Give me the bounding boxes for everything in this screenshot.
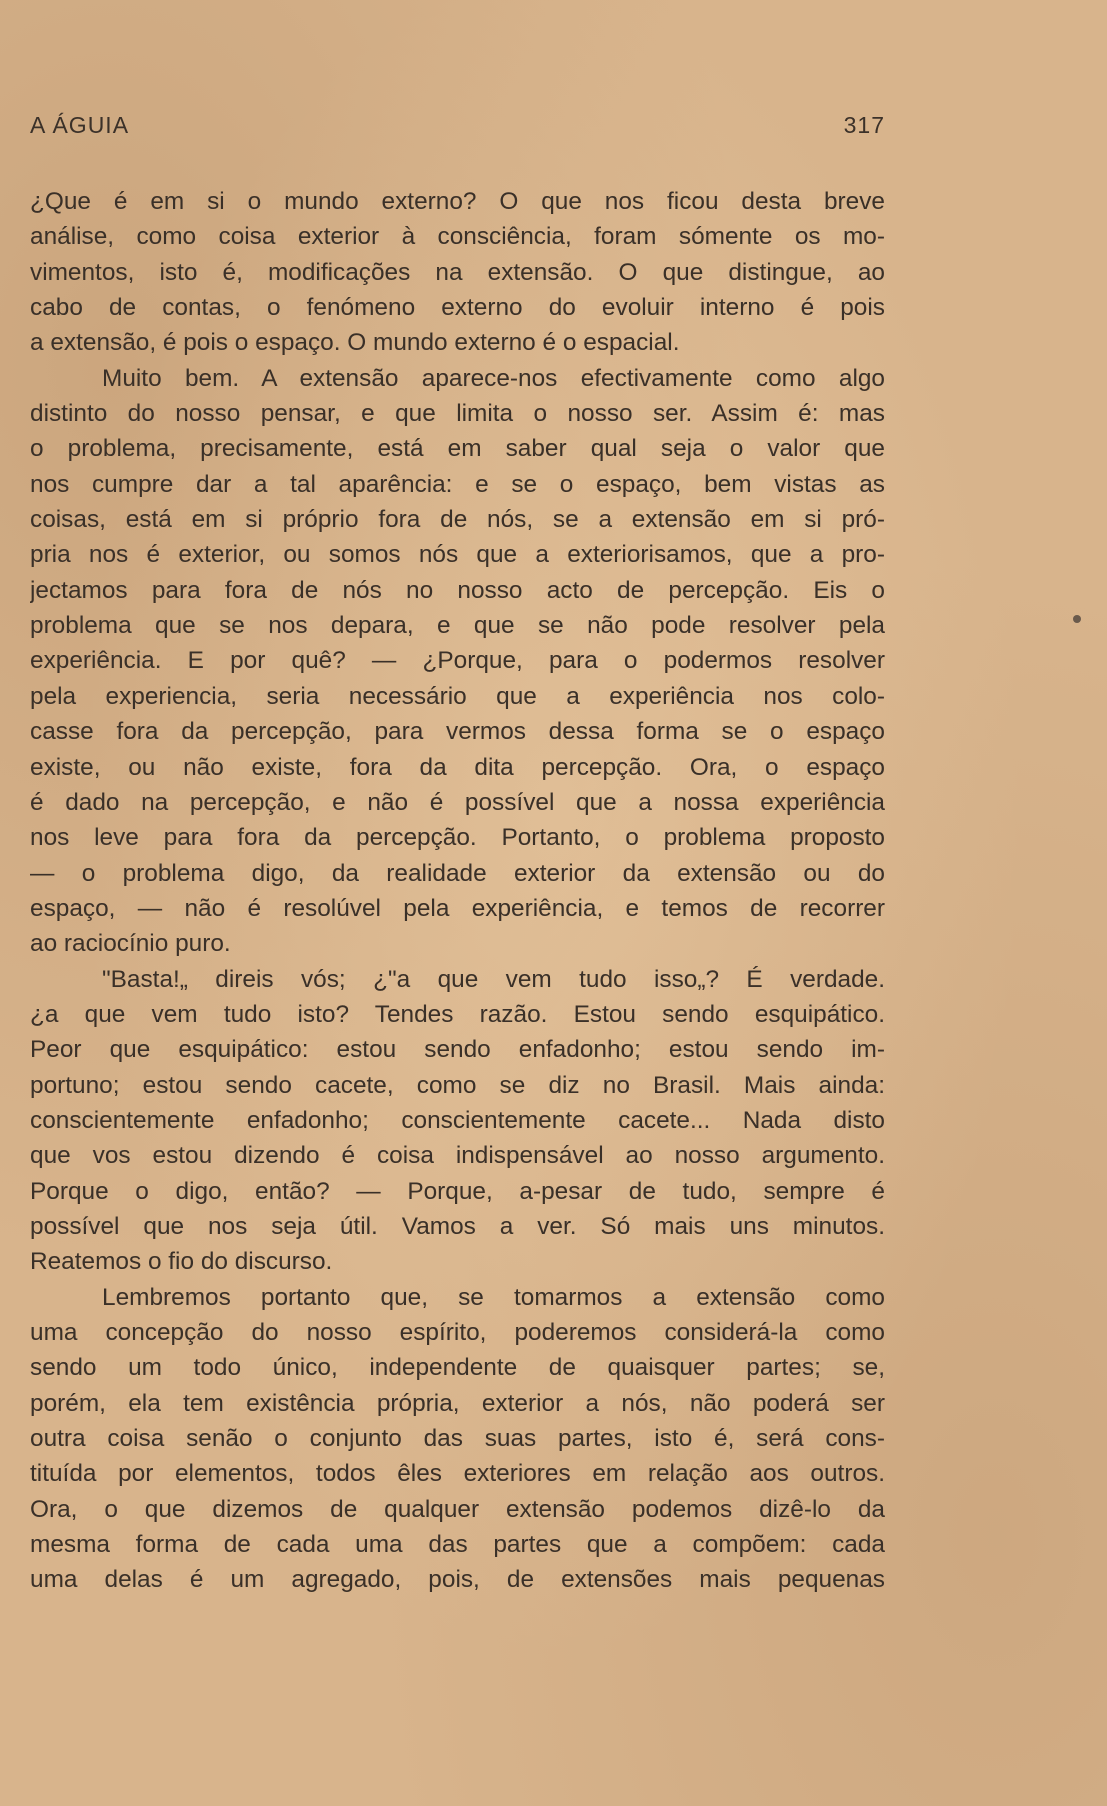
text-line: distinto do nosso pensar, e que limita o nosso ser. Assim é: mas [30,400,885,428]
running-title: A ÁGUIA [30,112,130,138]
text-line: nos leve para fora da percepção. Portanto, o problema proposto [30,824,885,852]
text-line: portuno; estou sendo cacete, como se diz no Brasil. Mais ainda: [30,1071,885,1099]
text-line: Muito bem. A extensão aparece-nos efectivamente como algo [102,364,885,392]
text-line: "Basta!„ direis vós; ¿"a que vem tudo isso„? É verdade. [102,965,885,993]
text-line: nos cumpre dar a tal aparência: e se o espaço, bem vistas as [30,470,885,498]
text-line: — o problema digo, da realidade exterior da extensão ou do [30,859,885,887]
text-line: espaço, — não é resolúvel pela experiência, e temos de recorrer [30,894,885,922]
text-line: problema que se nos depara, e que se não pode resolver pela [30,612,885,640]
text-line: Lembremos portanto que, se tomarmos a extensão como [102,1283,885,1311]
text-line: experiência. E por quê? — ¿Porque, para o podermos resolver [30,647,885,675]
text-line: tituída por elementos, todos êles exteriores em relação aos outros. [30,1460,885,1488]
text-line: porém, ela tem existência própria, exterior a nós, não poderá ser [30,1389,885,1417]
text-line: que vos estou dizendo é coisa indispensável ao nosso argumento. [30,1142,885,1170]
text-line: uma concepção do nosso espírito, poderemos considerá-la como [30,1319,885,1346]
text-line: Reatemos o fio do discurso. [30,1248,333,1276]
text-line: vimentos, isto é, modificações na extensão. O que distingue, ao [30,258,885,286]
page-number: 317 [843,112,885,138]
text-line: casse fora da percepção, para vermos dessa forma se o espaço [30,718,885,746]
text-line: cabo de contas, o fenómeno externo do evoluir interno é pois [30,294,885,322]
text-line: uma delas é um agregado, pois, de extensões mais pequenas [30,1566,885,1594]
running-head [30,112,885,146]
body-text [30,184,885,1598]
text-line: Peor que esquipático: estou sendo enfadonho; estou sendo im- [30,1036,885,1064]
ink-spot [1073,615,1081,623]
text-line: existe, ou não existe, fora da dita percepção. Ora, o espaço [30,753,885,781]
text-line: possível que nos seja útil. Vamos a ver. Só mais uns minutos. [30,1212,885,1240]
text-line: mesma forma de cada uma das partes que a compõem: cada [30,1531,885,1559]
text-line: a extensão, é pois o espaço. O mundo externo é o espacial. [30,329,680,357]
text-line: outra coisa senão o conjunto das suas partes, isto é, será cons- [30,1425,885,1453]
text-line: ¿a que vem tudo isto? Tendes razão. Estou sendo esquipático. [30,1000,885,1028]
text-line: coisas, está em si próprio fora de nós, se a extensão em si pró- [30,506,885,534]
text-line: pria nos é exterior, ou somos nós que a exteriorisamos, que a pro- [30,541,885,569]
text-line: Porque o digo, então? — Porque, a-pesar de tudo, sempre é [30,1177,885,1205]
text-line: ao raciocínio puro. [30,930,231,958]
text-line: jectamos para fora de nós no nosso acto de percepção. Eis o [30,576,885,604]
text-line: o problema, precisamente, está em saber qual seja o valor que [30,435,885,463]
text-line: é dado na percepção, e não é possível que a nossa experiência [30,788,885,816]
text-line: ¿Que é em si o mundo externo? O que nos ficou desta breve [30,188,885,215]
text-line: pela experiencia, seria necessário que a experiência nos colo- [30,682,885,710]
text-line: conscientemente enfadonho; conscientemente cacete... Nada disto [30,1106,885,1134]
text-line: sendo um todo único, independente de quaisquer partes; se, [30,1354,885,1382]
text-line: Ora, o que dizemos de qualquer extensão podemos dizê-lo da [30,1495,885,1523]
text-line: análise, como coisa exterior à consciência, foram sómente os mo- [30,223,885,251]
